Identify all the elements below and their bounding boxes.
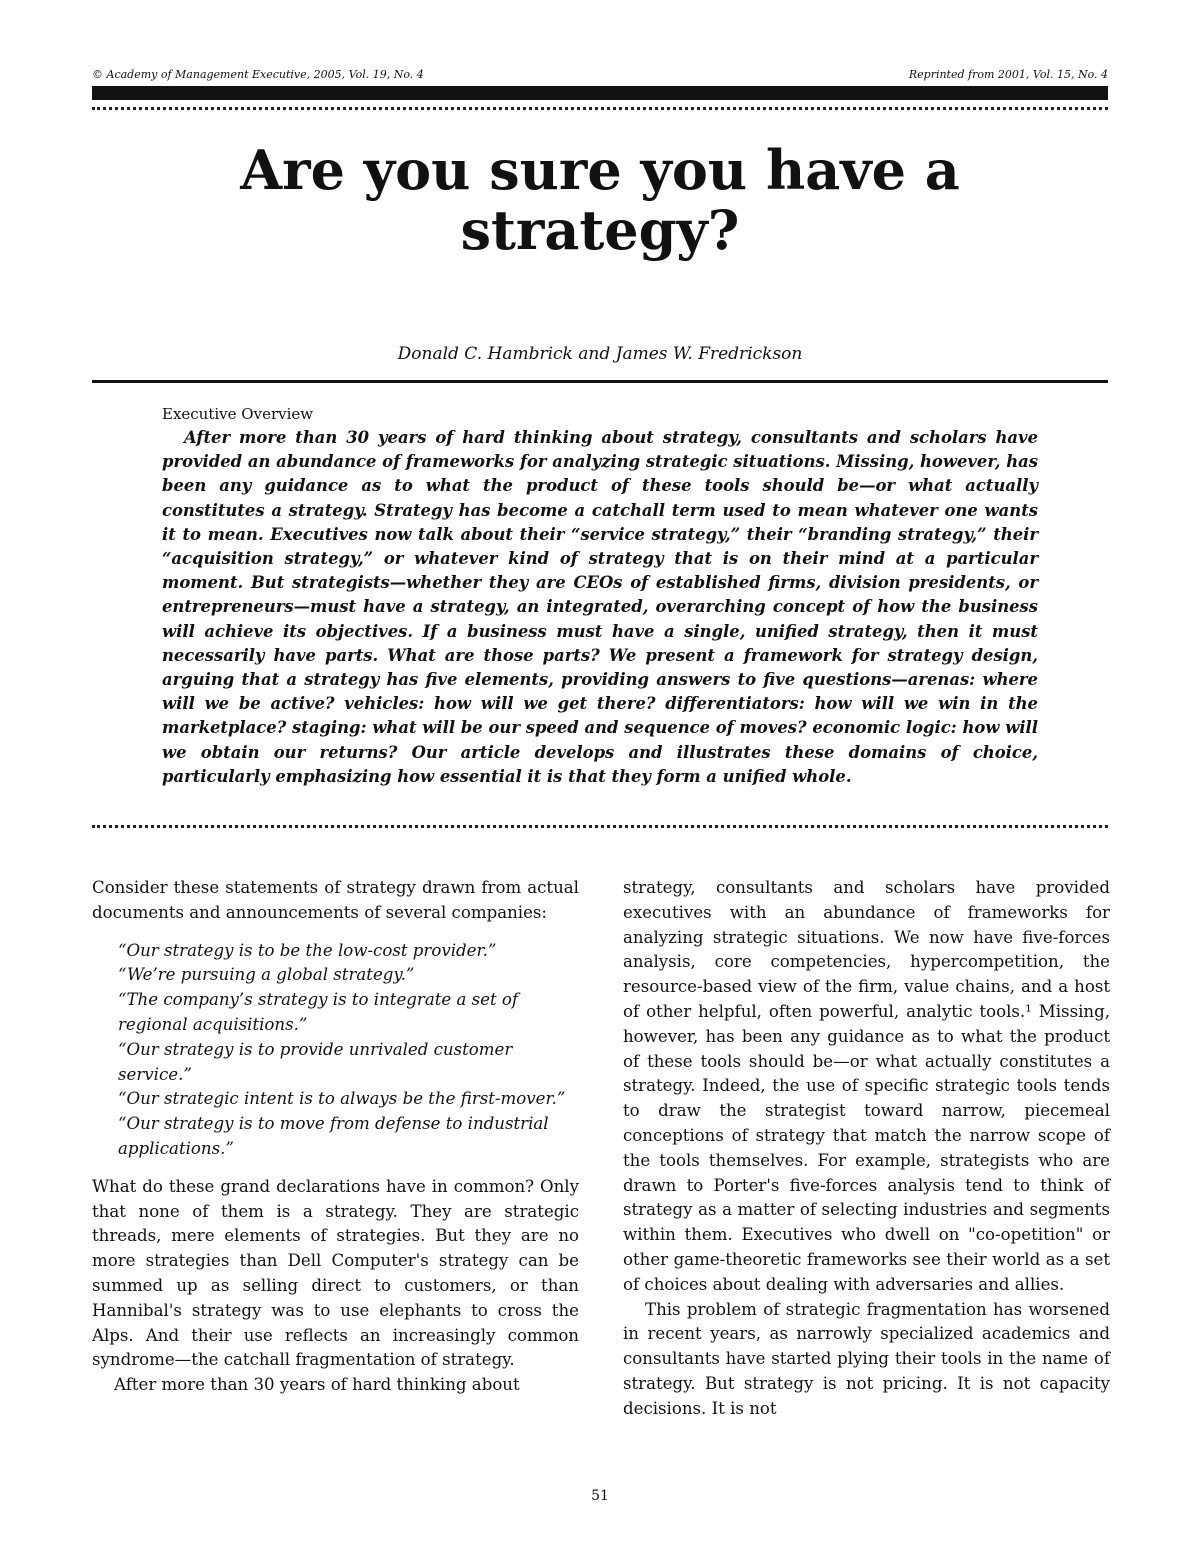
journal-citation: © Academy of Management Executive, 2005, Vol. 19, No. 4 <box>92 68 424 81</box>
quote-item: “Our strategy is to move from defense to industrial applications.” <box>118 1114 549 1158</box>
article-title: Are you sure you have a strategy? <box>240 138 960 262</box>
article-authors: Donald C. Hambrick and James W. Fredrickson <box>397 344 803 364</box>
quote-item: “Our strategy is to provide unrivaled customer service.” <box>118 1039 513 1084</box>
quote-item: “Our strategic intent is to always be the first-mover.” <box>118 1089 566 1109</box>
dotted-divider-bottom <box>92 825 1108 828</box>
quote-item: “Our strategy is to be the low-cost provider.” <box>118 940 497 960</box>
body-paragraph: After more than 30 years of hard thinking about <box>114 1375 520 1395</box>
title-rule <box>92 380 1108 383</box>
header-bar <box>92 86 1108 100</box>
left-column <box>92 876 579 1398</box>
intro-paragraph: Consider these statements of strategy drawn from actual documents and announcements of several companies: <box>92 878 579 922</box>
quote-item: “We’re pursuing a global strategy.” <box>118 965 415 985</box>
overview-heading: Executive Overview <box>162 405 314 423</box>
quote-item: “The company’s strategy is to integrate a set of regional acquisitions.” <box>118 990 519 1034</box>
body-paragraph: This problem of strategic fragmentation has worsened in recent years, as narrowly specialized academics and consultants have started plying their tools in the name of strategy. But strategy is not pricing. It is not capacity decisions. It is not <box>623 1299 1110 1418</box>
body-paragraph: strategy, consultants and scholars have provided executives with an abundance of frameworks for analyzing strategic situations. We now have five-forces analysis, core competencies, hypercompetition, the resource-based view of the firm, value chains, and a host of other helpful, often powerful, analytic tools.¹ Missing, however, has been any guidance as to what the product of these tools should be—or what actually constitutes a strategy. Indeed, the use of specific strategic tools tends to draw the strategist toward narrow, piecemeal conceptions of strategy that match the narrow scope of the tools themselves. For example, strategists who are drawn to Porter's five-forces analysis tend to think of strategy as a matter of selecting industries and segments within them. Executives who dwell on "co-opetition" or other game-theoretic frameworks see their world as a set of choices about dealing with adversaries and allies. <box>623 878 1110 1294</box>
overview-text: After more than 30 years of hard thinking about strategy, consultants and scholars have provided an abundance of frameworks for analyzing strategic situations. Missing, however, has been any guidance as to what the product of these tools should be—or what actually constitutes a strategy. Strategy has become a catchall term used to mean whatever one wants it to mean. Executives now talk about their “service strategy,” their “branding strategy,” their “acquisition strategy,” or whatever kind of strategy that is on their mind at a particular moment. But strategists—whether they are CEOs of established firms, division presidents, or entrepreneurs—must have a strategy, an integrated, overarching concept of how the business will achieve its objectives. If a business must have a single, unified strategy, then it must necessarily have parts. What are those parts? We present a framework for strategy design, arguing that a strategy has five elements, providing answers to five questions—arenas: where will we be active? vehicles: how will we get there? differentiators: how will we win in the marketplace? staging: what will be our speed and sequence of moves? economic logic: how will we obtain our returns? Our article develops and illustrates these domains of choice, particularly emphasizing how essential it is that they form a unified whole. <box>162 428 1038 786</box>
reprint-note: Reprinted from 2001, Vol. 15, No. 4 <box>908 68 1108 81</box>
right-column <box>623 876 1110 1422</box>
body-paragraph: What do these grand declarations have in common? Only that none of them is a strategy. They are strategic threads, mere elements of strategies. But they are no more strategies than Dell Computer's strategy can be summed up as selling direct to customers, or than Hannibal's strategy was to use elephants to cross the Alps. And their use reflects an increasingly common syndrome—the catchall fragmentation of strategy. <box>92 1176 579 1370</box>
page-number: 51 <box>591 1488 609 1504</box>
executive-overview <box>162 404 1038 789</box>
dotted-divider-top <box>92 107 1108 110</box>
strategy-quotes <box>118 939 579 1162</box>
